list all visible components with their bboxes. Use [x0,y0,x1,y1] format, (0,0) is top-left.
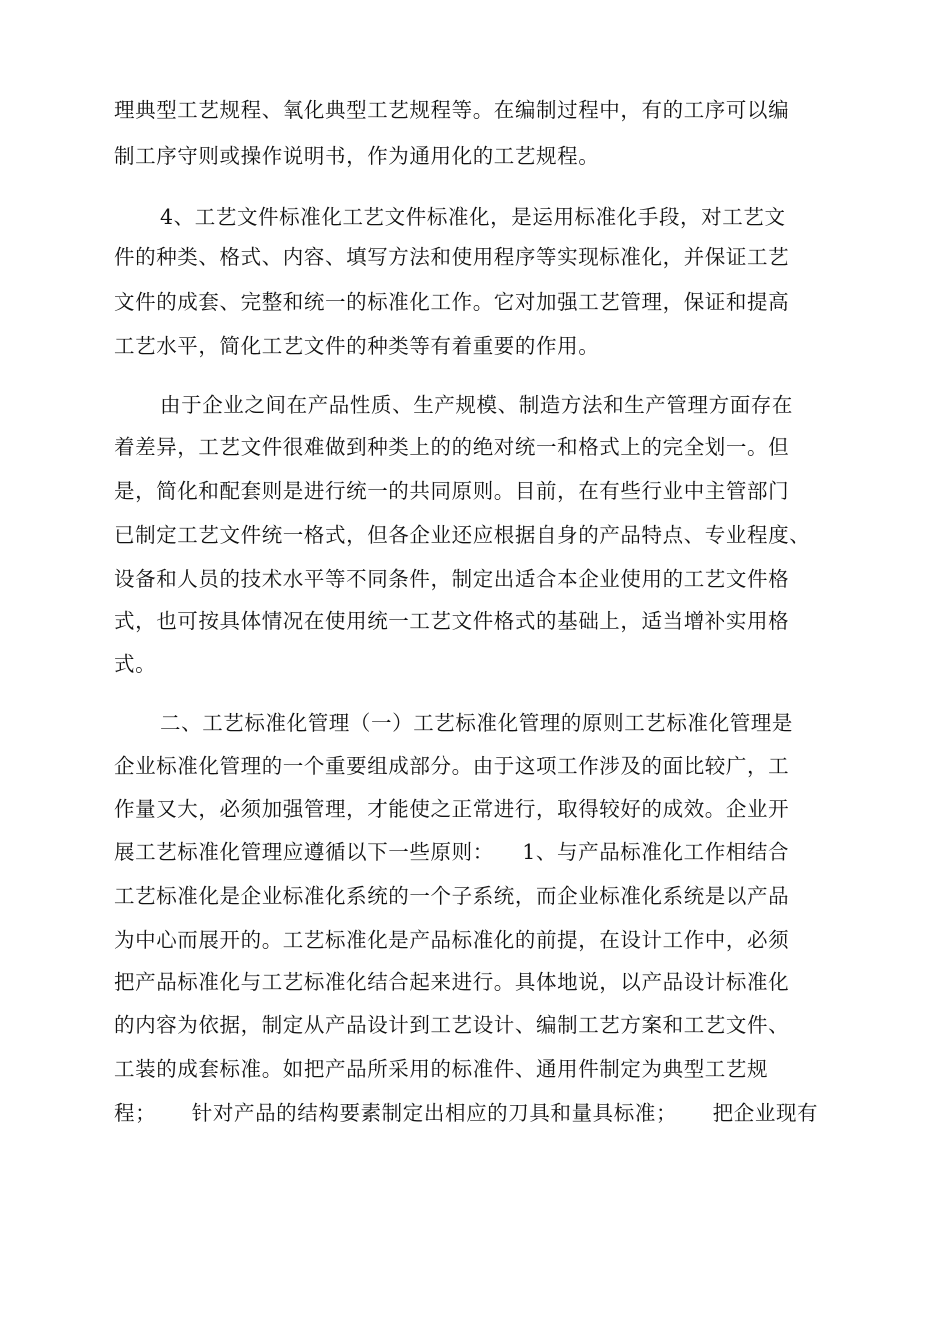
text-line: 程； 针对产品的结构要素制定出相应的刀具和量具标准； 把企业现有 [114,1101,819,1125]
text-line: 二、工艺标准化管理（一）工艺标准化管理的原则工艺标准化管理是 [160,711,793,735]
text-line: 作量又大，必须加强管理，才能使之正常进行，取得较好的成效。企业开 [114,797,790,821]
text-line: 工装的成套标准。如把产品所采用的标准件、通用件制定为典型工艺规 [114,1057,769,1081]
text-line: 工艺水平，简化工艺文件的种类等有着重要的作用。 [114,334,600,358]
text-line: 着差异，工艺文件很难做到种类上的的绝对统一和格式上的完全划一。但 [114,435,790,459]
text-line: 设备和人员的技术水平等不同条件，制定出适合本企业使用的工艺文件格 [114,567,790,591]
text-line: 由于企业之间在产品性质、生产规模、制造方法和生产管理方面存在 [160,393,793,417]
text-line: 为中心而展开的。工艺标准化是产品标准化的前提，在设计工作中，必须 [114,928,790,952]
text-line: 的内容为依据，制定从产品设计到工艺设计、编制工艺方案和工艺文件、 [114,1013,790,1037]
text-line: 把产品标准化与工艺标准化结合起来进行。具体地说，以产品设计标准化 [114,970,790,994]
text-line: 理典型工艺规程、氧化典型工艺规程等。在编制过程中，有的工序可以编 [114,98,790,122]
text-line: 工艺标准化是企业标准化系统的一个子系统，而企业标准化系统是以产品 [114,884,790,908]
text-line: 展工艺标准化管理应遵循以下一些原则： 1、与产品标准化工作相结合 [114,840,790,864]
text-line: 是，简化和配套则是进行统一的共同原则。目前，在有些行业中主管部门 [114,479,790,503]
text-line: 件的种类、格式、内容、填写方法和使用程序等实现标准化，并保证工艺 [114,245,790,269]
text-line: 文件的成套、完整和统一的标准化工作。它对加强工艺管理，保证和提高 [114,290,790,314]
text-line: 企业标准化管理的一个重要组成部分。由于这项工作涉及的面比较广，工 [114,754,790,778]
text-line: 制工序守则或操作说明书，作为通用化的工艺规程。 [114,144,600,168]
text-line: 式，也可按具体情况在使用统一工艺文件格式的基础上，适当增补实用格 [114,609,790,633]
text-line: 4、工艺文件标准化工艺文件标准化，是运用标准化手段，对工艺文 [160,205,786,229]
text-line: 式。 [114,652,157,676]
text-line: 已制定工艺文件统一格式，但各企业还应根据自身的产品特点、专业程度、 [114,523,811,547]
